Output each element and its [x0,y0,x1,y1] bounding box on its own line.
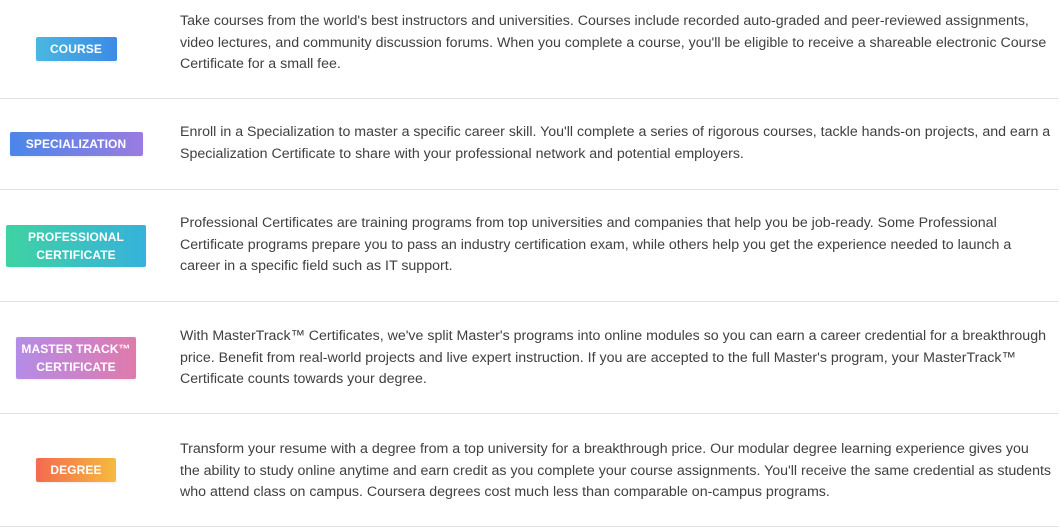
badge-cell [0,190,152,301]
professional-certificate-badge: PROFESSIONAL CERTIFICATE [6,225,146,267]
badge-cell [0,99,152,189]
degree-description: Transform your resume with a degree from a top university for a breakthrough price. Our modular degree learning experience gives you the ability to study online anytime and earn credit as you complete your course assignments. You'll receive the same credential as students who attend class on campus. Coursera degrees cost much less than comparable on-campus programs. [180,441,1051,500]
mastertrack-certificate-description: With MasterTrack™ Certificates, we've split Master's programs into online modules so you can earn a career credential for a breakthrough price. Benefit from real-world projects and live expert instruction. If you are accepted to the full Master's program, your MasterTrack™ Certificate counts towards your degree. [180,328,1046,387]
badge-cell [0,302,152,413]
list-item-professional-certificate [0,190,1059,302]
list-item-mastertrack-certificate [0,302,1059,414]
list-item-course [0,0,1059,99]
degree-badge: DEGREE [36,458,116,482]
course-description: Take courses from the world's best instructors and universities. Courses include recorded auto-graded and peer-reviewed assignments, video lectures, and community discussion forums. When you complete a course, you'll be eligible to receive a shareable electronic Course Certificate for a small fee. [180,13,1047,72]
professional-certificate-description: Professional Certificates are training programs from top universities and companies that help you be job-ready. Some Professional Certificate programs prepare you to pass an industry certification exam, while others help you get the experience needed to launch a career in a specific field such as IT support. [180,215,1012,274]
course-badge: COURSE [36,37,117,61]
badge-cell [0,414,152,526]
mastertrack-certificate-badge: MASTER TRACK™ CERTIFICATE [16,337,136,379]
specialization-description: Enroll in a Specialization to master a specific career skill. You'll complete a series of rigorous courses, tackle hands-on projects, and earn a Specialization Certificate to share with your professional network and potential employers. [180,124,1051,162]
list-item-specialization [0,99,1059,190]
list-item-degree [0,414,1059,527]
badge-cell [0,0,152,98]
specialization-badge: SPECIALIZATION [10,132,143,156]
